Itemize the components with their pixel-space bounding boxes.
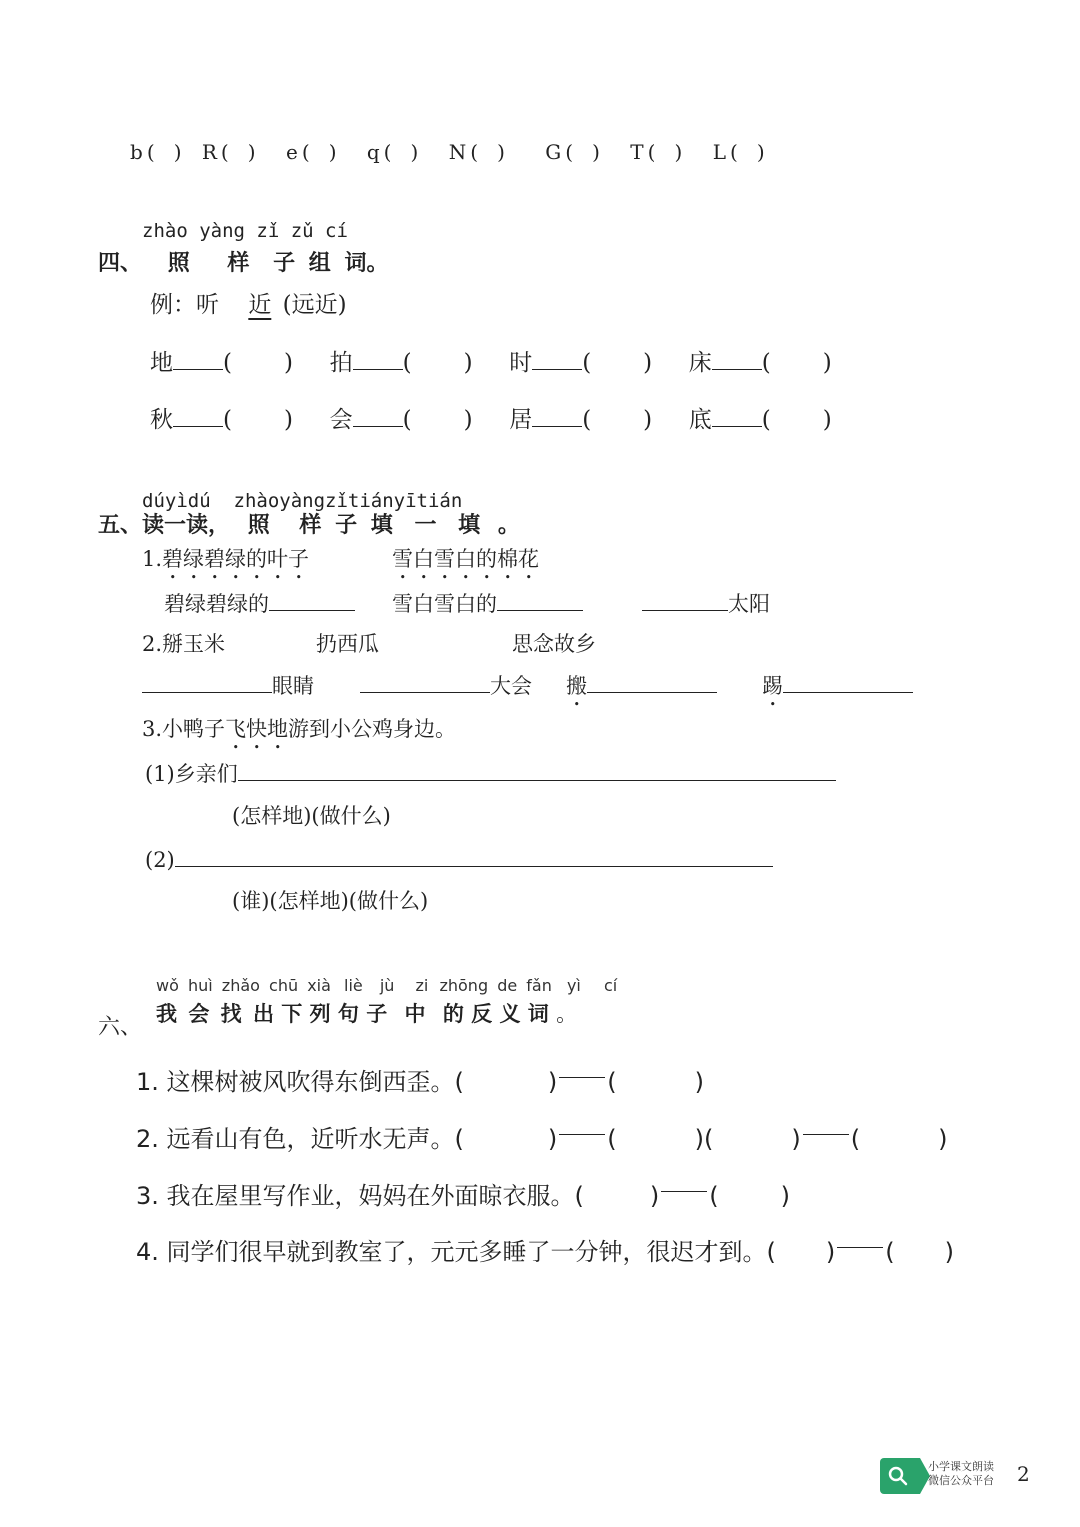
section5-pinyin: dúyìdú zhàoyàngzǐtiányītián [142, 490, 463, 512]
letter: G [545, 140, 562, 164]
section4-pinyin: zhào yàng zǐ zǔ cí [142, 220, 348, 242]
wechat-logo [880, 1458, 1010, 1494]
letter: e [285, 140, 298, 164]
letter: q [366, 140, 380, 164]
letter: L [712, 140, 726, 164]
q1-fill-c: 太阳 [642, 588, 770, 618]
letter: N [448, 140, 467, 164]
q2-fill-a: 眼睛 [142, 670, 314, 700]
letter: R [201, 140, 217, 164]
q2-fill-d: 踢 [762, 670, 913, 711]
section6-item-4: 4. 同学们很早就到教室了，元元多睡了一分钟，很迟才到。( ) ( ) [136, 1238, 955, 1266]
q2-examples: 2.掰玉米 [142, 632, 226, 656]
section6-item-2: 2. 远看山有色，近听水无声。( ) ( )( ) ( ) [136, 1125, 948, 1153]
section6-item-3: 3. 我在屋里写作业，妈妈在外面晾衣服。( ) ( ) [136, 1182, 791, 1210]
section4-example: 例：听 近 (远近) [150, 292, 347, 318]
search-icon [880, 1458, 920, 1494]
section4-heading: 四、 照 样 子 组 词。 [98, 251, 389, 276]
section6-pinyin: wǒ huì zhǎo chū xià liè jù zi zhōng de fǎn yì cí [156, 976, 618, 995]
letter: T [630, 140, 644, 164]
section5-heading: 五、读一读， 照 样 子 填 一 填 。 [98, 513, 520, 538]
section6-heading: 我 会 找 出 下 列 句 子 中 的 反 义 词 。 [156, 1002, 578, 1026]
section4-row1: 地 ( ) 拍 ( ) 时 ( ) 床 ( ) [150, 344, 832, 377]
q1-fill-b: 雪白雪白的 [392, 588, 583, 618]
logo-text: 小学课文朗读 微信公众平台 [928, 1460, 994, 1487]
q1-examples: 1.碧绿碧绿的叶子 [142, 547, 310, 571]
page-number: 2 [1017, 1462, 1030, 1486]
q3-1: (1)乡亲们 [145, 758, 836, 788]
section6-item-1: 1. 这棵树被风吹得东倒西歪。( ) ( ) [136, 1068, 705, 1096]
section6-number: 六、 [98, 1015, 143, 1040]
q2-example-b: 扔西瓜 [316, 632, 379, 656]
q1-fill-a: 碧绿碧绿的 [164, 588, 355, 618]
q2-fill-c: 搬 [566, 670, 717, 711]
section4-number: 四、 [98, 251, 143, 276]
q3-2: (2) [145, 844, 773, 872]
section4-row2: 秋 ( ) 会 ( ) 居 ( ) 底 ( ) [150, 401, 832, 434]
q1-example-b: 雪白雪白的棉花 [392, 547, 539, 571]
q3-sentence: 3.小鸭子飞快地游到小公鸡身边。 [142, 717, 457, 741]
q2-fill-b: 大会 [360, 670, 532, 700]
letter: b [130, 140, 143, 164]
example-answer: 近 [248, 292, 272, 318]
letter-row: b ( ) R ( ) e ( ) q ( ) N ( ) G ( ) T ( ) L ( ) [130, 140, 765, 164]
q3-1-hint: (怎样地)(做什么) [232, 804, 391, 828]
q2-example-c: 思念故乡 [512, 632, 596, 656]
q3-2-hint: (谁)(怎样地)(做什么) [232, 889, 429, 913]
